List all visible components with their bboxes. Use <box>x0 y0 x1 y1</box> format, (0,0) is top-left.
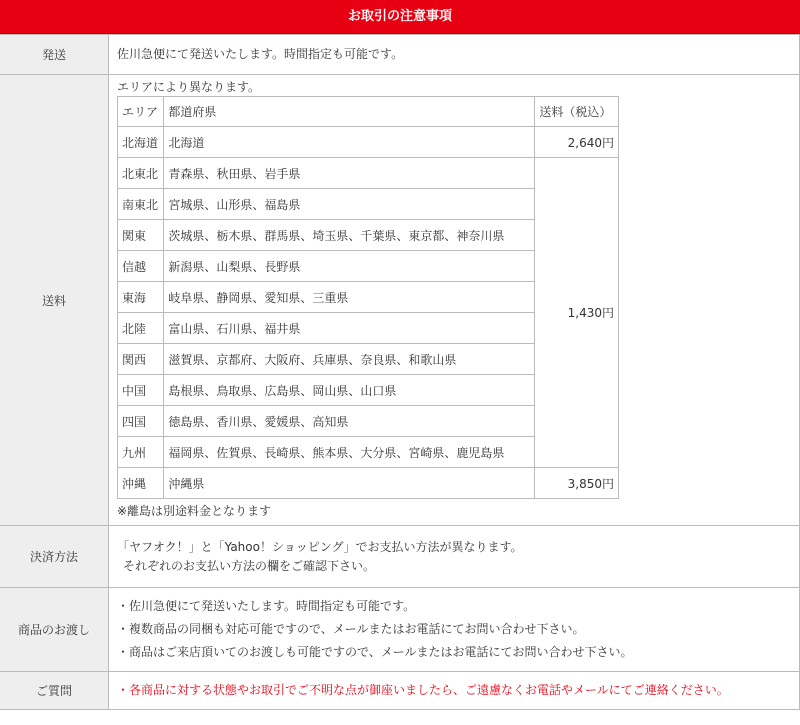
label-watashi: 商品のお渡し <box>0 588 109 672</box>
shipping-fee-table <box>117 96 619 499</box>
row-hassou <box>0 35 800 75</box>
area-cell: 北東北 <box>118 158 164 189</box>
page-title: お取引の注意事項 <box>0 0 800 34</box>
area-cell: 中国 <box>118 375 164 406</box>
header-prefectures: 都道府県 <box>164 97 535 127</box>
row-shitsumon <box>0 672 800 710</box>
area-cell: 東海 <box>118 282 164 313</box>
fee-cell: 2,640円 <box>535 127 619 158</box>
prefectures-cell: 新潟県、山梨県、長野県 <box>164 251 535 282</box>
value-watashi <box>109 588 800 672</box>
area-cell: 九州 <box>118 437 164 468</box>
row-kessai <box>0 526 800 588</box>
row-watashi <box>0 588 800 672</box>
prefectures-cell: 茨城県、栃木県、群馬県、埼玉県、千葉県、東京都、神奈川県 <box>164 220 535 251</box>
area-cell: 四国 <box>118 406 164 437</box>
fee-cell: 3,850円 <box>535 468 619 499</box>
fee-cell: 1,430円 <box>535 158 619 468</box>
area-cell: 南東北 <box>118 189 164 220</box>
shipping-intro: エリアにより異なります。 <box>117 80 261 94</box>
notice-table <box>0 34 800 710</box>
area-cell: 関西 <box>118 344 164 375</box>
label-shitsumon: ご質問 <box>0 672 109 710</box>
list-item: ・商品はご来店頂いてのお渡しも可能ですので、メールまたはお電話にてお問い合わせ下さい。 <box>117 645 633 659</box>
table-row <box>118 158 619 189</box>
area-cell: 北海道 <box>118 127 164 158</box>
prefectures-cell: 福岡県、佐賀県、長崎県、熊本県、大分県、宮崎県、鹿児島県 <box>164 437 535 468</box>
hassou-text: 佐川急便にて発送いたします。時間指定も可能です。 <box>117 47 404 61</box>
list-item: ・佐川急便にて発送いたします。時間指定も可能です。 <box>117 599 416 613</box>
table-row <box>118 127 619 158</box>
prefectures-cell: 青森県、秋田県、岩手県 <box>164 158 535 189</box>
row-souryou <box>0 75 800 526</box>
prefectures-cell: 宮城県、山形県、福島県 <box>164 189 535 220</box>
prefectures-cell: 北海道 <box>164 127 535 158</box>
value-shitsumon <box>109 672 800 710</box>
list-item: ・複数商品の同梱も対応可能ですので、メールまたはお電話にてお問い合わせ下さい。 <box>117 622 585 636</box>
value-hassou <box>109 35 800 75</box>
header-area: エリア <box>118 97 164 127</box>
table-row <box>118 468 619 499</box>
shipping-header-row <box>118 97 619 127</box>
prefectures-cell: 島根県、鳥取県、広島県、岡山県、山口県 <box>164 375 535 406</box>
label-kessai: 決済方法 <box>0 526 109 588</box>
label-souryou: 送料 <box>0 75 109 526</box>
kessai-line-1: 「ヤフオク！」と「Yahoo！ショッピング」でお支払い方法が異なります。 <box>117 539 523 554</box>
prefectures-cell: 徳島県、香川県、愛媛県、高知県 <box>164 406 535 437</box>
header-fee: 送料（税込） <box>535 97 619 127</box>
shipping-note: ※離島は別途料金となります <box>117 504 272 518</box>
area-cell: 信越 <box>118 251 164 282</box>
area-cell: 関東 <box>118 220 164 251</box>
prefectures-cell: 岐阜県、静岡県、愛知県、三重県 <box>164 282 535 313</box>
area-cell: 北陸 <box>118 313 164 344</box>
prefectures-cell: 沖縄県 <box>164 468 535 499</box>
prefectures-cell: 滋賀県、京都府、大阪府、兵庫県、奈良県、和歌山県 <box>164 344 535 375</box>
shitsumon-text: ・各商品に対する状態やお取引でご不明な点が御座いましたら、ご遠慮なくお電話やメールにてご連絡ください。 <box>117 683 729 697</box>
value-kessai <box>109 526 800 588</box>
area-cell: 沖縄 <box>118 468 164 499</box>
prefectures-cell: 富山県、石川県、福井県 <box>164 313 535 344</box>
value-souryou <box>109 75 800 526</box>
kessai-line-2: それぞれのお支払い方法の欄をご確認下さい。 <box>123 558 376 573</box>
label-hassou: 発送 <box>0 35 109 75</box>
